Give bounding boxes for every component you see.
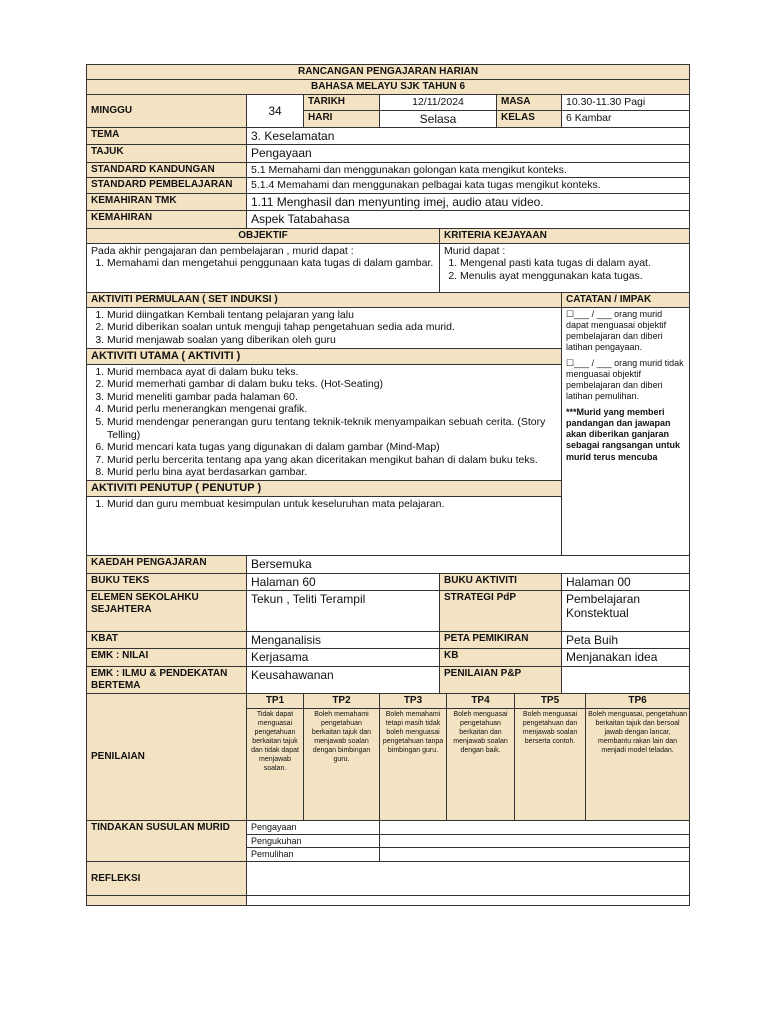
utama-item: 3. Murid meneliti gambar pada halaman 60. — [107, 391, 557, 404]
utama-item: 1. Murid membaca ayat di dalam buku teks. — [107, 366, 557, 379]
catatan-body — [562, 307, 690, 556]
kriteria-intro: Murid dapat : — [444, 244, 506, 257]
penutup-item: 1. Murid dan guru membuat kesimpulan untuk keseluruhan mata pelajaran. — [107, 498, 557, 511]
tp4-desc: Boleh menguasai pengetahuan berkaitan dan menjawab soalan dengan baik. — [447, 708, 515, 820]
strategi-label: STRATEGI PdP — [440, 591, 562, 632]
tindakan-blank — [380, 848, 690, 862]
utama-item: 6. Murid mencari kata tugas yang digunakan di dalam gambar (Mind-Map) — [107, 441, 557, 454]
hari-label: HARI — [304, 110, 380, 127]
penutup-header: AKTIVITI PENUTUP ( PENUTUP ) — [87, 481, 562, 497]
permulaan-body — [87, 307, 562, 348]
permulaan-item: 3. Murid menjawab soalan yang diberikan oleh guru — [107, 334, 557, 347]
tindakan-item: Pemulihan — [247, 848, 380, 862]
peta-pemikiran-value: Peta Buih — [562, 632, 690, 649]
tp6-desc: Boleh menguasai, pengetahuan berkaitan tajuk dan bersoal jawab dengan lancar, membantu rakan lain dan menjadi model teladan. — [586, 708, 690, 820]
kelas-value: 6 Kambar — [562, 110, 690, 127]
tp3-desc: Boleh memahami tetapi masih tidak boleh menguasai pengetahuan tanpa bimbingan guru. — [380, 708, 447, 820]
catatan-line-2: ☐___ / ___ orang murid tidak menguasai objektif pembelajaran dan diberi latihan pemulihan. — [566, 357, 684, 402]
penutup-body — [87, 497, 562, 556]
masa-value: 10.30-11.30 Pagi — [562, 95, 690, 111]
subject-title: BAHASA MELAYU SJK TAHUN 6 — [87, 80, 690, 95]
catatan-note: ***Murid yang memberi pandangan dan jawapan akan diberikan ganjaran sebagai rangsangan untuk murid terus mencuba — [566, 406, 681, 462]
tp5-header: TP5 — [515, 693, 586, 708]
tajuk-value: Pengayaan — [247, 145, 690, 162]
kriteria-header: KRITERIA KEJAYAAN — [440, 228, 690, 243]
masa-label: MASA — [497, 95, 562, 111]
minggu-label: MINGGU — [87, 95, 247, 128]
buku-aktiviti-label: BUKU AKTIVITI — [440, 573, 562, 590]
standard-kandungan-label: STANDARD KANDUNGAN — [87, 162, 247, 178]
permulaan-header: AKTIVITI PERMULAAN ( SET INDUKSI ) — [87, 292, 562, 307]
plan-title: RANCANGAN PENGAJARAN HARIAN — [87, 65, 690, 80]
utama-item: 8. Murid perlu bina ayat berdasarkan gambar. — [107, 466, 557, 479]
tp1-desc: Tidak dapat menguasai pengetahuan berkaitan tajuk dan tidak dapat menjawab soalan. — [247, 708, 304, 820]
tindakan-blank — [380, 820, 690, 834]
strategi-value: Pembelajaran Konstektual — [562, 591, 690, 632]
footer-spacer — [87, 896, 247, 906]
buku-aktiviti-value: Halaman 00 — [562, 573, 690, 590]
utama-item: 7. Murid perlu bercerita tentang apa yang akan diceritakan mengikut bahan di dalam buku teks. — [107, 454, 557, 467]
tema-label: TEMA — [87, 127, 247, 144]
tajuk-label: TAJUK — [87, 145, 247, 162]
nilai-label: EMK : NILAI — [87, 649, 247, 666]
refleksi-value — [247, 862, 690, 896]
tp1-header: TP1 — [247, 693, 304, 708]
tp4-header: TP4 — [447, 693, 515, 708]
standard-pembelajaran-label: STANDARD PEMBELAJARAN — [87, 178, 247, 194]
catatan-line-1: ☐___ / ___ orang murid dapat menguasai objektif pembelajaran dan diberi latihan pengayaan. — [566, 308, 667, 353]
peta-pemikiran-label: PETA PEMIKIRAN — [440, 632, 562, 649]
kriteria-item: 1. Mengenal pasti kata tugas di dalam ayat. — [460, 257, 685, 270]
kaedah-value: Bersemuka — [247, 556, 690, 573]
kemahiran-value: Aspek Tatabahasa — [247, 211, 690, 228]
objektif-intro: Pada akhir pengajaran dan pembelajaran , murid dapat : — [91, 244, 354, 257]
tarikh-value: 12/11/2024 — [380, 95, 497, 111]
tema-value: 3. Keselamatan — [247, 127, 690, 144]
kemahiran-tmk-value: 1.11 Menghasil dan menyunting imej, audio atau video. — [247, 193, 690, 210]
nilai-value: Kerjasama — [247, 649, 440, 666]
tp6-header: TP6 — [586, 693, 690, 708]
tindakan-blank — [380, 834, 690, 848]
tindakan-item: Pengukuhan — [247, 834, 380, 848]
permulaan-item: 2. Murid diberikan soalan untuk menguji tahap pengetahuan sedia ada murid. — [107, 321, 557, 334]
tarikh-label: TARIKH — [304, 95, 380, 111]
refleksi-label: REFLEKSI — [87, 862, 247, 896]
utama-item: 5. Murid mendengar penerangan guru tentang teknik-teknik menyampaikan sebuah cerita. (Story Telling) — [107, 416, 557, 441]
kelas-label: KELAS — [497, 110, 562, 127]
penilaian-pp-value — [562, 666, 690, 693]
tp2-desc: Boleh memahami pengetahuan berkaitan tajuk dan menjawab soalan dengan bimbingan guru. — [304, 708, 380, 820]
utama-header: AKTIVITI UTAMA ( AKTIVITI ) — [87, 348, 562, 364]
buku-teks-label: BUKU TEKS — [87, 573, 247, 590]
kaedah-label: KAEDAH PENGAJARAN — [87, 556, 247, 573]
kb-label: KB — [440, 649, 562, 666]
penilaian-label: PENILAIAN — [87, 693, 247, 820]
catatan-header: CATATAN / IMPAK — [562, 292, 690, 307]
lesson-plan-table — [86, 64, 690, 906]
kriteria-item: 2. Menulis ayat menggunakan kata tugas. — [460, 270, 685, 283]
objektif-header: OBJEKTIF — [87, 228, 440, 243]
footer-spacer-cell — [247, 896, 690, 906]
objektif-body — [87, 243, 440, 292]
hari-value: Selasa — [380, 110, 497, 127]
kbat-value: Menganalisis — [247, 632, 440, 649]
kb-value: Menjanakan idea — [562, 649, 690, 666]
ilmu-label: EMK : ILMU & PENDEKATAN BERTEMA — [87, 666, 247, 693]
tp3-header: TP3 — [380, 693, 447, 708]
standard-kandungan-value: 5.1 Memahami dan menggunakan golongan kata mengikut konteks. — [247, 162, 690, 178]
permulaan-item: 1. Murid diingatkan Kembali tentang pelajaran yang lalu — [107, 309, 557, 322]
penilaian-pp-label: PENILAIAN P&P — [440, 666, 562, 693]
tindakan-item: Pengayaan — [247, 820, 380, 834]
tp5-desc: Boleh menguasai pengetahuan dan menjawab soalan berserta contoh. — [515, 708, 586, 820]
kriteria-body — [440, 243, 690, 292]
utama-body — [87, 364, 562, 480]
utama-item: 4. Murid perlu menerangkan mengenai grafik. — [107, 403, 557, 416]
kbat-label: KBAT — [87, 632, 247, 649]
tp2-header: TP2 — [304, 693, 380, 708]
lesson-plan — [86, 64, 689, 906]
utama-item: 2. Murid memerhati gambar di dalam buku teks. (Hot-Seating) — [107, 378, 557, 391]
standard-pembelajaran-value: 5.1.4 Memahami dan menggunakan pelbagai kata tugas mengikut konteks. — [247, 178, 690, 194]
ese-label: ELEMEN SEKOLAHKU SEJAHTERA — [87, 591, 247, 632]
tindakan-label: TINDAKAN SUSULAN MURID — [87, 820, 247, 861]
objektif-item: 1. Memahami dan mengetahui penggunaan kata tugas di dalam gambar. — [107, 257, 435, 270]
ilmu-value: Keusahawanan — [247, 666, 440, 693]
buku-teks-value: Halaman 60 — [247, 573, 440, 590]
kemahiran-tmk-label: KEMAHIRAN TMK — [87, 193, 247, 210]
kemahiran-label: KEMAHIRAN — [87, 211, 247, 228]
ese-value: Tekun , Teliti Terampil — [247, 591, 440, 632]
minggu-value: 34 — [247, 95, 304, 128]
